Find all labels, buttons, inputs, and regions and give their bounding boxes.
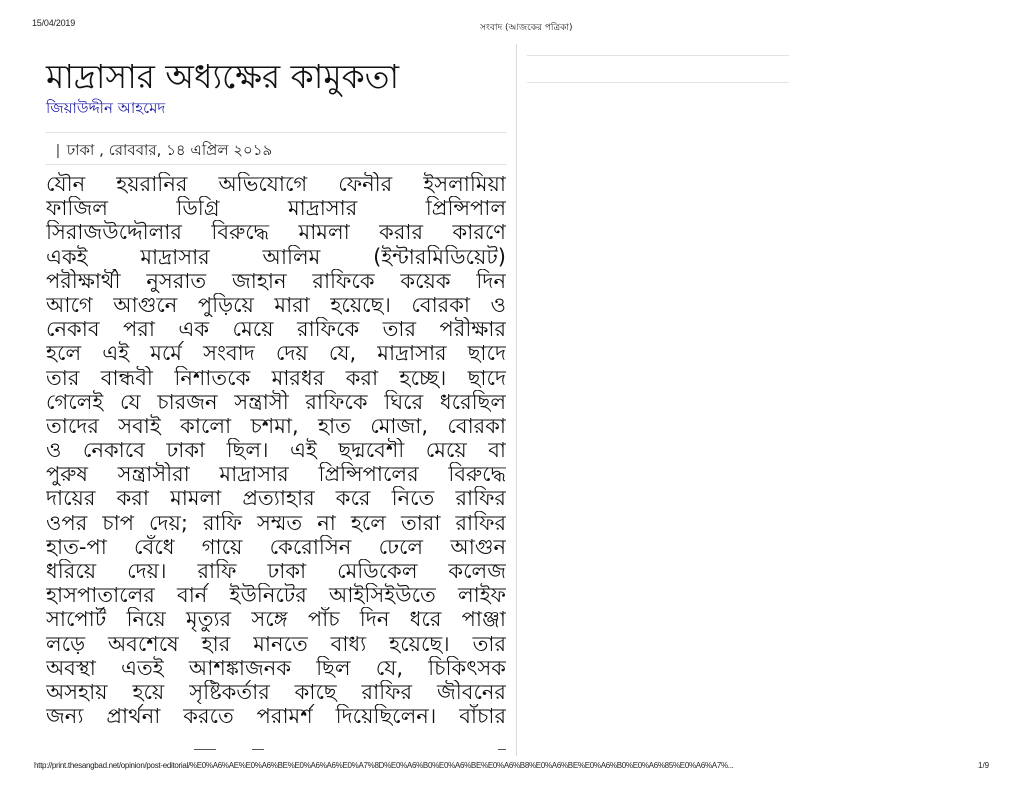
cut-off-next-line (46, 745, 506, 753)
article-body-line: যৌন হয়রানির অভিযোগে ফেনীর ইসলামিয়া (46, 172, 506, 196)
article-body-line: সাপোর্ট নিয়ে মৃত্যুর সঙ্গে পাঁচ দিন ধরে পাঞ্জা (46, 607, 506, 632)
article-body-line: পরীক্ষার্থী নুসরাত জাহান রাফিকে কয়েক দিন (46, 268, 506, 293)
article-body-line: একই মাদ্রাসার আলিম (ইন্টারমিডিয়েট) (46, 244, 506, 269)
print-date: 15/04/2019 (32, 18, 76, 28)
footer-url: http://print.thesangbad.net/opinion/post-editorial/%E0%A6%AE%E0%A6%BE%E0%A6%A6%E0%A7%8D%E0%A6%B0%E0%A6%BE%E0%A6%B8%E0%A6%BE%E0%A6%B0%E0%A6%85%E0%A6%A7%... (34, 761, 734, 770)
page-number: 1/9 (978, 761, 990, 770)
article-body-line: তার বান্ধবী নিশাতকে মারধর করা হচ্ছে। ছাদে (46, 365, 506, 390)
dateline-text: ঢাকা , রোববার, ১৪ এপ্রিল ২০১৯ (66, 141, 273, 159)
column-divider (516, 44, 517, 756)
article-body-line: অসহায় হয়ে সৃষ্টিকর্তার কাছে রাফির জীবনের (46, 679, 506, 704)
article-body-line: গেলেই যে চারজন সন্ত্রাসী রাফিকে ঘিরে ধরেছিল (46, 389, 506, 414)
article-body-line: হলে এই মর্মে সংবাদ দেয় যে, মাদ্রাসার ছাদে (46, 341, 506, 366)
dateline-separator: | (56, 142, 60, 159)
article-body-line: ফাজিল ডিগ্রি মাদ্রাসার প্রিন্সিপাল (46, 196, 506, 221)
article-body-line: লড়ে অবশেষে হার মানতে বাধ্য হয়েছে। তার (46, 631, 506, 656)
author-link[interactable]: জিয়াউদ্দীন আহমেদ (46, 99, 166, 117)
article-body (46, 172, 506, 728)
article-body-line: হাত-পা বেঁধে গায়ে কেরোসিন ঢেলে আগুন (46, 534, 506, 559)
article-body-line: আগে আগুনে পুড়িয়ে মারা হয়েছে। বোরকা ও (46, 292, 506, 317)
article-body-line: জন্য প্রার্থনা করতে পরামর্শ দিয়েছিলেন। বাঁচার (46, 704, 506, 729)
article-body-line: ওপর চাপ দেয়; রাফি সম্মত না হলে তারা রাফির (46, 510, 506, 535)
print-header-title: সংবাদ (আজকের পত্রিকা) (480, 23, 573, 33)
article-body-line: তাদের সবাই কালো চশমা, হাত মোজা, বোরকা (46, 413, 506, 438)
dateline-rule-top (46, 132, 506, 133)
article-headline: মাদ্রাসার অধ্যক্ষের কামুকতা (46, 57, 400, 96)
article-body-line: ধরিয়ে দেয়। রাফি ঢাকা মেডিকেল কলেজ (46, 559, 506, 583)
dateline (56, 139, 272, 162)
article-body-line: ও নেকাবে ঢাকা ছিল। এই ছদ্মবেশী মেয়ে বা (46, 438, 506, 463)
article-body-line: অবস্থা এতই আশঙ্কাজনক ছিল যে, চিকিৎসক (46, 655, 506, 680)
article-body-line: দায়ের করা মামলা প্রত্যাহার করে নিতে রাফির (46, 486, 506, 511)
article-body-line: পুরুষ সন্ত্রাসীরা মাদ্রাসার প্রিন্সিপালের বিরুদ্ধে (46, 462, 506, 487)
sidebar-divider (527, 82, 789, 83)
dateline-rule-bottom (46, 164, 506, 165)
sidebar-divider (527, 55, 789, 56)
article-body-line: সিরাজউদ্দৌলার বিরুদ্ধে মামলা করার কারণে (46, 220, 506, 245)
article-body-line: হাসপাতালের বার্ন ইউনিটের আইসিইউতে লাইফ (46, 583, 506, 608)
article-body-line: নেকাব পরা এক মেয়ে রাফিকে তার পরীক্ষার (46, 317, 506, 342)
